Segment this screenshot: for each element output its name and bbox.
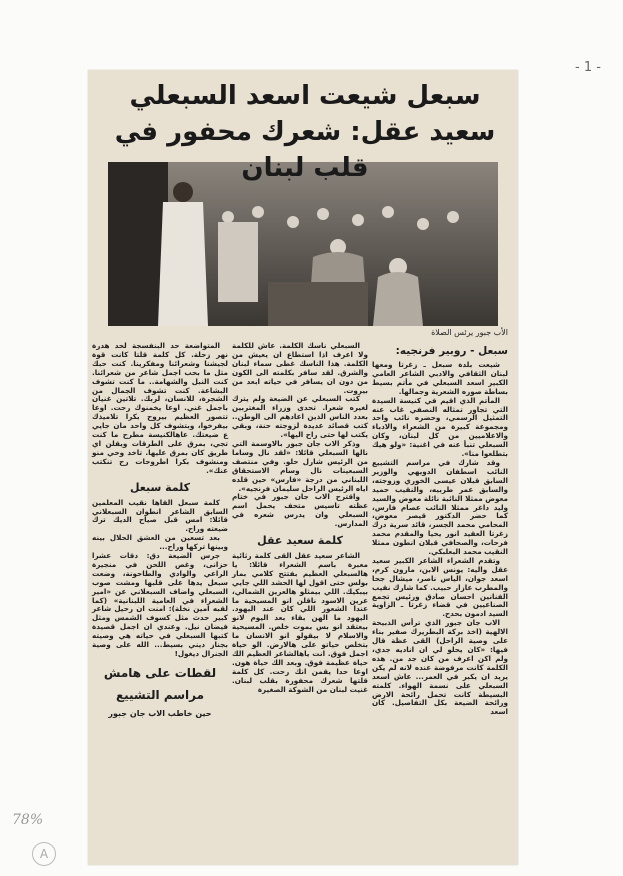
paragraph: المتواضعة حد البنفسجة لحد هدرة نهر زحلة. كل كلمة قلتا كانت قوة لجيشنا وشعرائنا ومفكرينا. كنت حبك مثل ما بحب اجمل شاعر من شعرائنا. كنت النبل والشهامة.. ما كنت تشوف البشاعة. كنت تشوف الجمال من الشجرة، للانسان، لربك. تلاتين غنيان باجمل غني. اوعا يخمنوك رحت. اوعا تتصور العظيم بيروح بكرا تلاميذك بيفرخوا، وبتشوف كل واحد مان جايي ع ضيعتك. عاهالكنيسة مطرح ما كنت تجي، بمرق على الطرقات ويقلن اي طريق كان بمرق عليها. تاخد وحي منو ومنشوف بكرا اطروحات رح تنكتب عنك». (92, 341, 228, 475)
funeral-photo (108, 162, 498, 326)
paragraph: شيعت بلدة سبعل ـ زغرتا ومعها لبنان الثقافي والادبي الشاعر العامي الكبير اسعد السبعلي في مأتم بسيط بساطة صوره الشعرية وجمالها. (372, 360, 508, 396)
subheading-sebaal: كلمة سبعل (129, 480, 191, 494)
paragraph: بعد تسعين من العشق الحلال بينه وبينها تركها وراح... (92, 533, 228, 552)
paragraph: الاب جان جبور الذي ترأس الذبيحة الالهية (اخذ بركة البطريرك صفير بناء على وصية الراحل) القى عظة قال فيها: «كان يحلو لي ان اناديه جدي، ولم اكن اعرف من كان جد من. هذه الكلمة كانت مرفوضة عنده لانه لم يكن يريد ان يكبر في العمر... عاش اسعد السبعلي على نسمة الهواء. كلمته البسيطة كانت تحمل رائحة الارض ورائحة الضيعة بكل التفاصيل. كان اسعد (372, 618, 508, 717)
paragraph: السبعلي ناسك الكلمة. عاش للكلمة ولا اعرف اذا استطاع ان يعيش من الكلمة. هذا الناسك غطى سماء لبنان والشرق. لقد سافر بكلمته الى الكون من دون ان يسافر في حياته ابعد من بيروت. (232, 341, 368, 395)
photo-caption: الأب جبور يرئس الصلاة (431, 328, 508, 337)
handwritten-percent: 78% (12, 812, 44, 828)
sidebar-heading-1: لقطات على هامش (103, 665, 217, 680)
column-middle (232, 342, 368, 695)
page-number: - 1 - (575, 60, 601, 75)
photo-image (108, 162, 498, 326)
headline (100, 78, 510, 186)
column-right (372, 342, 508, 717)
paragraph: كلمة سبعل القاها نقيب المعلمين السابق الشاعر انطوان السبعلاني قائلا: امس قبل صياح الديك ترك ضيعته وراح. (92, 497, 228, 534)
paragraph: المأتم الذي اقيم في كنيسة السيدة التي تجاور تمثاله النصفي غاب عنه التمثيل الرسمي، وحضره نائب واحد ومجموعة كبيرة من الشعراء والادباء والاعلاميين من كل لبنان، وكان السبعلي تنبأ عنه في اغنية: «ولو هيك بتطلعوا منا». (372, 395, 508, 459)
subheading-said-akl: كلمة سعيد عقل (257, 534, 343, 548)
paragraph: الشاعر سعيد عقل القى كلمة رثائية معبرة باسم الشعراء قائلا: يا هالسبعلي العظيم بفتتح كلامي بمار بولس حتى اقول لها الحشد اللي جايي بيبكيك. اللي بيمثلو هالعرين الشمالي، عرين الاسود ناقلن انو المسيحية ما عندا الشعور اللي كان عند اليهود. اليهود ما الهن بقاء بعد اليوم لانو بيعتقد انو بس بموت خلص. المسيحية والاسلام لا بيقولو انو الانسان ما بتخلص حياتو على هالارض. الو حياة اجمل فوق. انت ياهالشاعر العظيم الك حياة عظيمة فوق. وبعد الك حياة هون. اوعا حدا يقمن انك رحت. كل كلمة قلتها شعرك محفورة بقلب لبنان. غنيت لبنان من الشوكة الصغيرة (232, 551, 368, 694)
paragraph: وذكر الاب جان جبور بالاوسمة التي نالها السبعلي قائلا: «لقد نال وساما من الرئيس شارل حلو. وفي منتصف السبعينات نال وسام الاستحقاق اللبناني من درجة «فارس» حين قلده اياه الرئيس الراحل سليمان فرنجيه». (232, 438, 368, 493)
column-left (92, 342, 228, 719)
paragraph: واقترح الاب جان جبور في ختام عظته تاسيس متحف يحمل اسم السبعلي وان يدرس شعره في المدارس. (232, 492, 368, 529)
sidebar-text: حين خاطب الاب جان جبور (108, 708, 212, 718)
headline-line-2: سعيد عقل: شعرك محفور في قلب لبنان (114, 117, 496, 183)
paragraph: كتب السبعلي عن الضيعة ولم يترك لغيره شعرا. تحدى وزراء المغتربين بعدد الناس الذين اعادهم الى الوطن.. كتب قصائد عديدة لزوجته حنة، وبقي يكتب لها حتى راح اليها». (232, 394, 368, 440)
paragraph: وقد شارك في مراسم التشييع النائب اسطفان الدويهي والوزير السابق قبلان عيسى الخوري وزوجته، والسابق عمر طربيه، والنقيب حميد معوض ممثلا النائبة نائلة معوض والسيد وليد داغر ممثلا النائب عصام فارس، كما حضر الدكتور قيصر معوض، المحامي محمد الجسر، قائد سرية درك زغرتا العقيد انور يحيا والمقدم محمد فرحات، والصحافي قبلان انطون ممثلا النقيب محمد البعلبكي. (372, 457, 508, 557)
headline-line-1: سبعل شيعت اسعد السبعلي (129, 81, 481, 111)
paragraph: جرس الضيعة دق: دقات عشرا حزانى، وغص اللحن في منجيرة الراعي والوادي والطاحونة، وضعت سبعل يدها على قلبها ومشت صوب السبعلي واضاف السبعلاني عن «امير الشعراء في العامية اللبنانية» (كما لقبه امين نخلة): امنت ان رحيل شاعر كبير حدث مثل كسوف الشمس ومثل فيضان نيل. وعندي ان اجمل قصيدة كتبها السبعلي في حياته هي وصيته بجناز ديني بسيط... الله على وصية الجنرال ديغول! (92, 551, 228, 658)
circled-letter: A (32, 842, 56, 866)
dateline: سبعل - روبير فرنجيه: (395, 345, 508, 357)
sidebar-heading-2: مراسم التشييع (115, 687, 205, 702)
paragraph: وتقدم الشعراء الشاعر الكبير سعيد عقل واليه: يونس الابن، مارون كرم، اسعد جوان، الياس ناصر، ميشال جحا والمطرب عازار حبيب. كما شارك نقيب الفنانين احسان صادق ورئيس تجمع الصناعيين في قضاء زغرتا ـ الزاوية السيد ادمون بحدح. (372, 555, 508, 619)
